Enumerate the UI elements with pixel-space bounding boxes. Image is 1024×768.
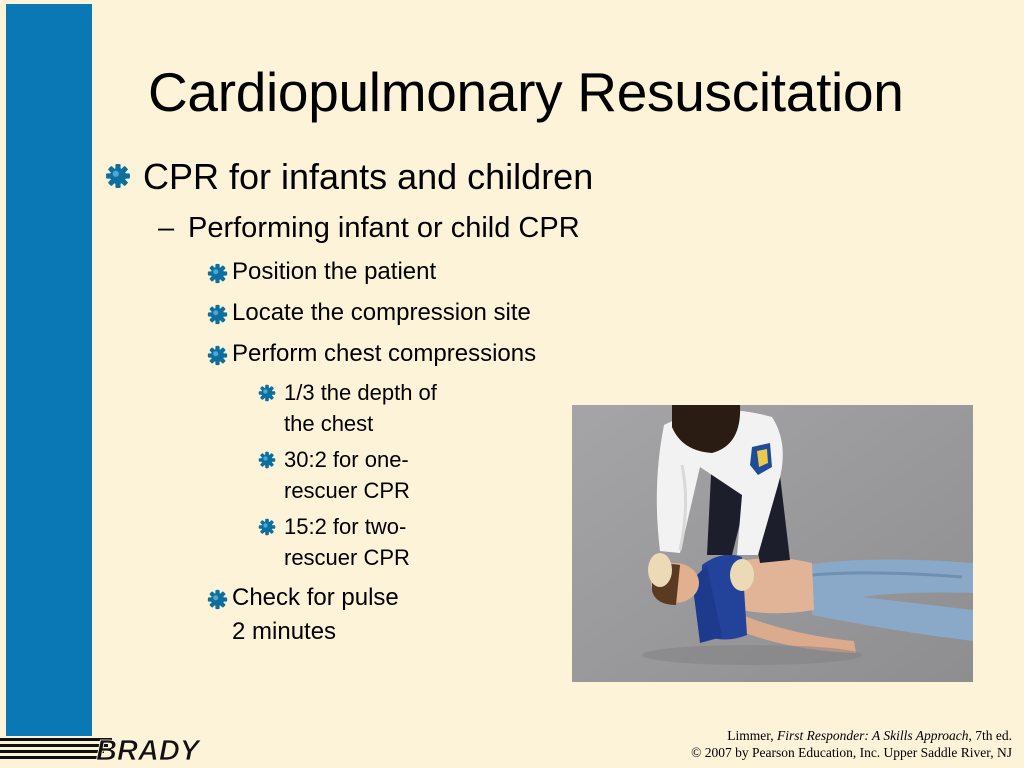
bullet-performing-cpr: Performing infant or child CPR (188, 212, 580, 244)
bullet-perform-compressions: Perform chest compressions (232, 340, 537, 367)
left-accent-bar (6, 4, 92, 736)
gear-bullet-icon (207, 304, 228, 325)
dash-marker: – (158, 212, 175, 244)
citation-edition: , 7th ed. (968, 728, 1012, 743)
citation-book-title: First Responder: A Skills Approach (777, 728, 969, 743)
gear-bullet-icon (258, 451, 276, 469)
bullet-depth-line1: 1/3 the depth of (284, 380, 437, 405)
bullet-check-pulse-line2: 2 minutes (232, 618, 337, 645)
brady-logo-text: BRADY (96, 735, 200, 765)
citation-line (691, 727, 1012, 744)
bullet-check-pulse-line1: Check for pulse (232, 584, 399, 611)
gear-bullet-icon (258, 384, 276, 402)
bullet-two-rescuer-line2: rescuer CPR (284, 545, 410, 570)
cpr-photo-illustration (572, 405, 973, 682)
bullet-one-rescuer-line1: 30:2 for one- (284, 447, 409, 472)
cpr-photo (572, 405, 973, 682)
slide-title: Cardiopulmonary Resuscitation (148, 61, 904, 123)
gear-bullet-icon (207, 263, 228, 284)
citation-footer (691, 727, 1012, 761)
gear-bullet-icon (258, 518, 276, 536)
gear-bullet-icon (105, 163, 131, 189)
copyright-line: © 2007 by Pearson Education, Inc. Upper Saddle River, NJ (691, 745, 1012, 760)
citation-author: Limmer, (727, 728, 777, 743)
bullet-cpr-infants-children: CPR for infants and children (143, 156, 594, 197)
bullet-locate-site: Locate the compression site (232, 299, 531, 326)
gear-bullet-icon (207, 589, 228, 610)
bullet-depth-line2: the chest (284, 411, 374, 436)
brady-logo (0, 733, 232, 765)
bullet-two-rescuer-line1: 15:2 for two- (284, 514, 407, 539)
bullet-position-patient: Position the patient (232, 258, 437, 285)
gear-bullet-icon (207, 345, 228, 366)
bullet-one-rescuer-line2: rescuer CPR (284, 478, 410, 503)
